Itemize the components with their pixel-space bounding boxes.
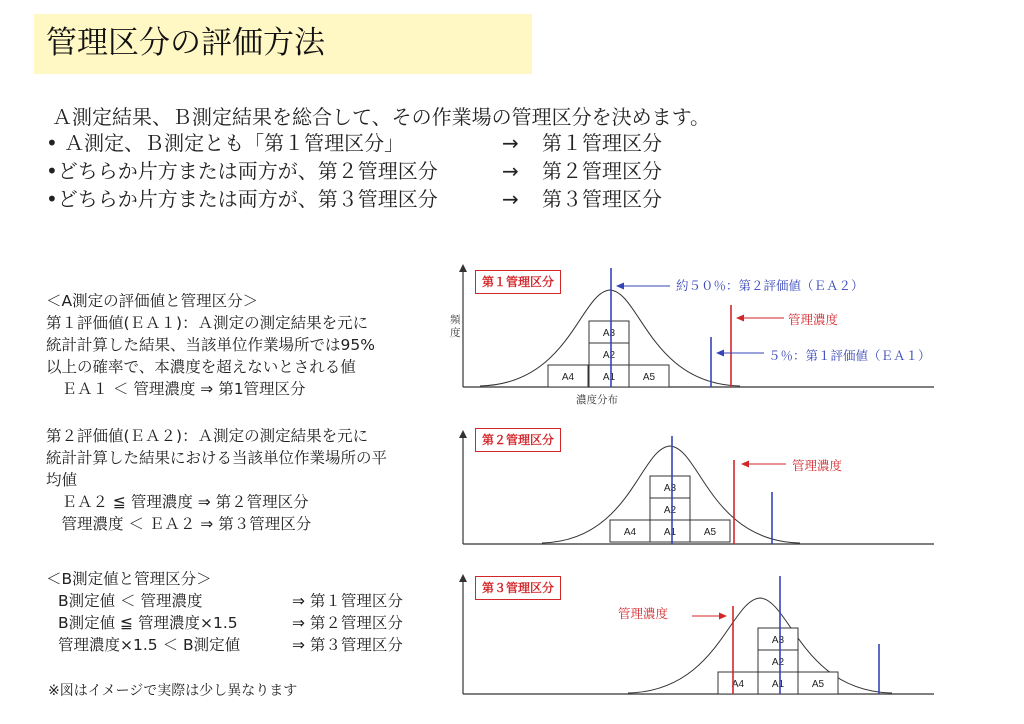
section-b-heading: ＜B測定値と管理区分＞	[46, 570, 212, 588]
note-text: ※図はイメージで実際は少し異なります	[48, 683, 298, 699]
block-label-a2: A2	[771, 657, 785, 668]
b-row-result: ⇒ 第２管理区分	[292, 614, 403, 632]
block-label-a5: A5	[642, 372, 656, 383]
block-label-a4: A4	[731, 679, 745, 690]
control-label: 管理濃度	[618, 606, 669, 621]
block-label-a3: A3	[663, 483, 677, 494]
block-label-a3: A3	[771, 635, 785, 646]
ea1-line-1: 第１評価値(ＥＡ１)：Ａ測定の測定結果を元に	[46, 314, 369, 332]
block-label-a5: A5	[703, 527, 717, 538]
block-label-a2: A2	[663, 505, 677, 516]
ea2-line-2: 統計計算した結果における当該単位作業場所の平	[46, 449, 388, 467]
section-a-heading: ＜A測定の評価値と管理区分＞	[46, 292, 259, 310]
y-axis-label: 頻度	[450, 314, 461, 339]
ea2-line-5: 管理濃度 ＜ ＥＡ２ ⇒ 第３管理区分	[46, 515, 312, 533]
rule-condition: • Ａ測定、Ｂ測定とも「第１管理区分」	[46, 131, 405, 155]
arrow-left-icon	[736, 315, 744, 322]
block-label-a3: A3	[602, 328, 616, 339]
block-label-a4: A4	[561, 372, 575, 383]
block-label-a1: A1	[663, 527, 677, 538]
rule-result: 第３管理区分	[542, 187, 662, 211]
block-label-a5: A5	[811, 679, 825, 690]
rule-arrow: →	[502, 159, 519, 183]
arrow-right-icon	[719, 613, 727, 620]
ea1-line-4: ＥＡ１ ＜ 管理濃度 ⇒ 第1管理区分	[46, 380, 306, 398]
block-label-a1: A1	[771, 679, 785, 690]
b-row-condition: B測定値 ＜ 管理濃度	[58, 592, 203, 610]
ea1-label: ５％：第１評価値（ＥＡ１）	[768, 348, 931, 363]
page-title: 管理区分の評価方法	[46, 25, 325, 61]
block-label-a4: A4	[623, 527, 637, 538]
rule-result: 第２管理区分	[542, 159, 662, 183]
ea2-line-4: ＥＡ２ ≦ 管理濃度 ⇒ 第２管理区分	[46, 493, 309, 511]
ea1-line-3: 以上の確率で、本濃度を超えないとされる値	[46, 358, 356, 376]
y-axis-arrow-icon	[459, 430, 467, 438]
ea2-line-1: 第２評価値(ＥＡ２)：Ａ測定の測定結果を元に	[46, 427, 369, 445]
title-banner	[34, 14, 532, 74]
badge-level-1: 第１管理区分	[475, 270, 561, 294]
control-label: 管理濃度	[788, 312, 839, 327]
arrow-left-icon	[741, 461, 749, 468]
intro-text: Ａ測定結果、Ｂ測定結果を総合して、その作業場の管理区分を決めます。	[52, 105, 710, 129]
b-row-condition: 管理濃度×1.5 ＜ B測定値	[58, 636, 241, 654]
ea1-line-2: 統計計算した結果、当該単位作業場所では95%	[46, 336, 375, 354]
b-row-result: ⇒ 第１管理区分	[292, 592, 403, 610]
arrow-left-icon	[616, 283, 624, 290]
badge-level-3: 第３管理区分	[475, 576, 561, 600]
block-label-a2: A2	[602, 350, 616, 361]
badge-level-2: 第２管理区分	[475, 428, 561, 452]
rule-condition: •どちらか片方または両方が、第２管理区分	[46, 159, 438, 183]
b-row-result: ⇒ 第３管理区分	[292, 636, 403, 654]
y-axis-arrow-icon	[459, 574, 467, 582]
arrow-left-icon	[716, 350, 724, 357]
block-label-a1: A1	[602, 372, 616, 383]
ea2-label: 約５０％：第２評価値（ＥＡ２）	[676, 278, 864, 293]
ea2-line-3: 均値	[46, 471, 78, 489]
rule-result: 第１管理区分	[542, 131, 662, 155]
rule-arrow: →	[502, 187, 519, 211]
rule-condition: •どちらか片方または両方が、第３管理区分	[46, 187, 438, 211]
x-axis-label: 濃度分布	[576, 394, 618, 406]
y-axis-arrow-icon	[459, 264, 467, 272]
b-row-condition: B測定値 ≦ 管理濃度×1.5	[58, 614, 238, 632]
rule-arrow: →	[502, 131, 519, 155]
control-label: 管理濃度	[792, 458, 843, 473]
